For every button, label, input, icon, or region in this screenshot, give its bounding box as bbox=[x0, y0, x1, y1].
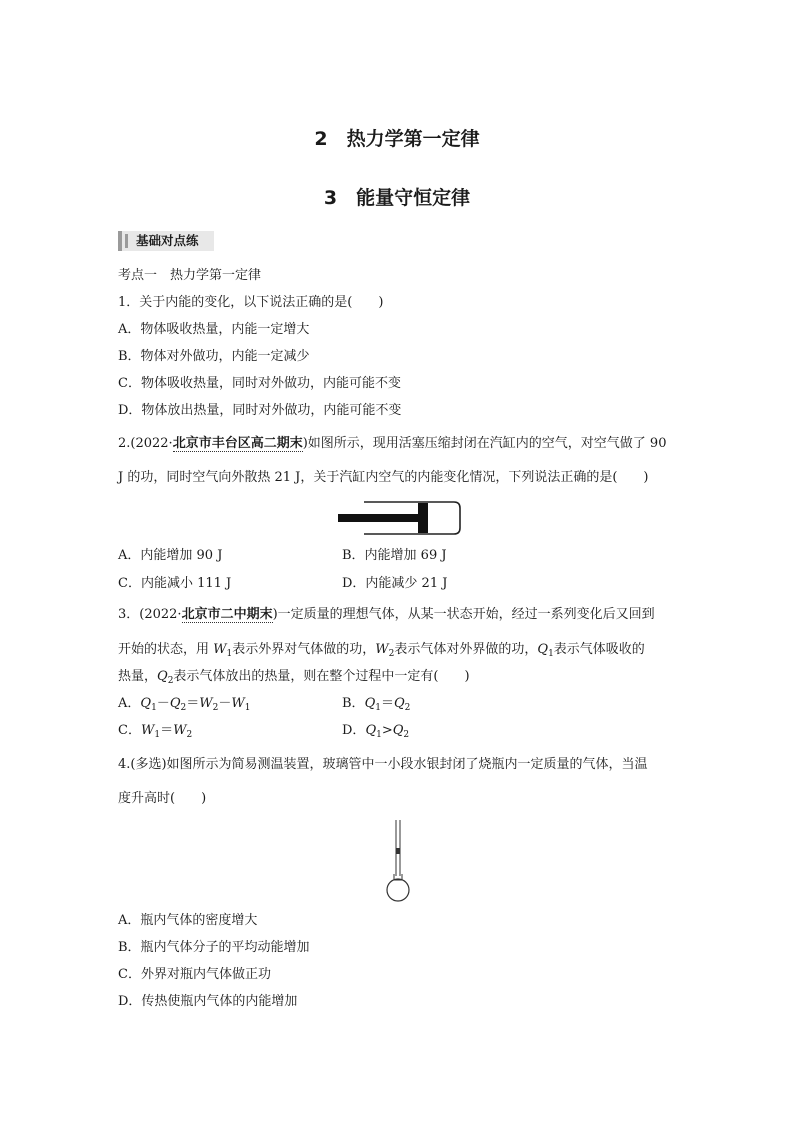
q3-source: 北京市二中期末 bbox=[181, 607, 273, 622]
sub-1: 1 bbox=[548, 649, 554, 659]
q1-option-c: C．物体吸收热量，同时对外做功，内能可能不变 bbox=[118, 376, 401, 391]
op-eq: ＝ bbox=[186, 696, 200, 711]
var-q: Q bbox=[392, 723, 404, 738]
q3-text: 表示气体对外界做的功， bbox=[394, 642, 538, 657]
q3-stem-rest: )一定质量的理想气体，从某一状态开始，经过一系列变化后又回到 bbox=[272, 607, 655, 622]
var-q: Q bbox=[157, 669, 168, 684]
section-badge: 基础对点练 bbox=[118, 231, 214, 251]
q4-line2: 度升高时( ) bbox=[118, 791, 207, 806]
q3-text: 热量， bbox=[118, 669, 158, 684]
var-w: W bbox=[173, 723, 187, 738]
q3-option-a bbox=[118, 695, 250, 713]
option-label: B． bbox=[342, 696, 365, 711]
sub-1: 1 bbox=[154, 730, 161, 740]
q4-option-b: B．瓶内气体分子的平均动能增加 bbox=[118, 940, 310, 955]
var-w: W bbox=[140, 723, 155, 738]
op-eq: ＝ bbox=[160, 723, 174, 738]
option-label: C． bbox=[118, 723, 141, 738]
sub-2: 2 bbox=[403, 730, 410, 740]
q3-text: 表示气体放出的热量，则在整个过程中一定有( ) bbox=[173, 669, 470, 684]
sub-2: 2 bbox=[388, 649, 395, 659]
op-minus: － bbox=[218, 696, 232, 711]
option-label: D． bbox=[342, 723, 366, 738]
var-q: Q bbox=[365, 723, 377, 738]
q3-prefix: 3．(2022· bbox=[118, 607, 182, 622]
q3-text: 表示气体吸收的 bbox=[553, 642, 645, 657]
title-chapter-3: 3 能量守恒定律 bbox=[323, 187, 471, 209]
var-w: W bbox=[199, 696, 213, 711]
q3-line1 bbox=[118, 606, 655, 624]
title-chapter-2: 2 热力学第一定律 bbox=[314, 128, 480, 150]
q1-option-b: B．物体对外做功，内能一定减少 bbox=[118, 349, 310, 364]
var-w: W bbox=[213, 642, 227, 657]
sub-2: 2 bbox=[404, 703, 411, 713]
var-q: Q bbox=[537, 642, 549, 657]
var-q: Q bbox=[393, 696, 405, 711]
piston-cylinder-figure bbox=[336, 498, 462, 538]
sub-2: 2 bbox=[212, 703, 219, 713]
q1-stem: 1．关于内能的变化，以下说法正确的是( ) bbox=[118, 295, 384, 310]
option-label: A． bbox=[118, 696, 141, 711]
sub-1: 1 bbox=[151, 703, 157, 713]
var-w: W bbox=[375, 642, 389, 657]
q2-line2: J 的功，同时空气向外散热 21 J，关于汽缸内空气的内能变化情况，下列说法正确的是( ) bbox=[118, 470, 649, 485]
q2-line1 bbox=[118, 435, 666, 453]
q2-prefix: 2.(2022· bbox=[118, 436, 173, 451]
q2-option-c: C．内能减小 111 J bbox=[118, 576, 232, 591]
sub-1: 1 bbox=[375, 703, 381, 713]
q3-line3 bbox=[118, 668, 470, 686]
q2-stem-rest: )如图所示，现用活塞压缩封闭在汽缸内的空气，对空气做了 90 bbox=[302, 436, 667, 451]
thermometer-flask-figure bbox=[378, 818, 418, 904]
var-q: Q bbox=[364, 696, 376, 711]
var-q: Q bbox=[169, 696, 181, 711]
q4-option-a: A．瓶内气体的密度增大 bbox=[118, 913, 258, 928]
q2-option-b: B．内能增加 69 J bbox=[342, 548, 447, 563]
op-minus: － bbox=[156, 696, 170, 711]
q3-option-b bbox=[342, 695, 410, 713]
q3-text: 开始的状态，用 bbox=[118, 642, 214, 657]
q4-option-c: C．外界对瓶内气体做正功 bbox=[118, 967, 271, 982]
var-w: W bbox=[231, 696, 245, 711]
q3-option-c bbox=[118, 722, 192, 740]
sub-1: 1 bbox=[376, 730, 382, 740]
sub-1: 1 bbox=[244, 703, 251, 713]
q3-option-d bbox=[342, 722, 409, 740]
var-q: Q bbox=[140, 696, 152, 711]
sub-2: 2 bbox=[167, 676, 174, 686]
sub-2: 2 bbox=[186, 730, 193, 740]
q4-option-d: D．传热使瓶内气体的内能增加 bbox=[118, 994, 298, 1009]
sub-1: 1 bbox=[226, 649, 233, 659]
q1-option-a: A．物体吸收热量，内能一定增大 bbox=[118, 322, 310, 337]
q4-line1: 4.(多选)如图所示为简易测温装置，玻璃管中一小段水银封闭了烧瓶内一定质量的气体，当温 bbox=[118, 757, 648, 772]
op-eq: ＝ bbox=[380, 696, 394, 711]
q2-source: 北京市丰台区高二期末 bbox=[172, 436, 303, 451]
sub-2: 2 bbox=[180, 703, 187, 713]
q1-option-d: D．物体放出热量，同时对外做功，内能可能不变 bbox=[118, 403, 402, 418]
topic-heading: 考点一 热力学第一定律 bbox=[118, 268, 262, 283]
q2-option-a: A．内能增加 90 J bbox=[118, 548, 223, 563]
q3-text: 表示外界对气体做的功， bbox=[232, 642, 376, 657]
op-gt: > bbox=[381, 723, 393, 738]
q2-option-d: D．内能减少 21 J bbox=[342, 576, 448, 591]
q3-line2 bbox=[118, 641, 645, 659]
